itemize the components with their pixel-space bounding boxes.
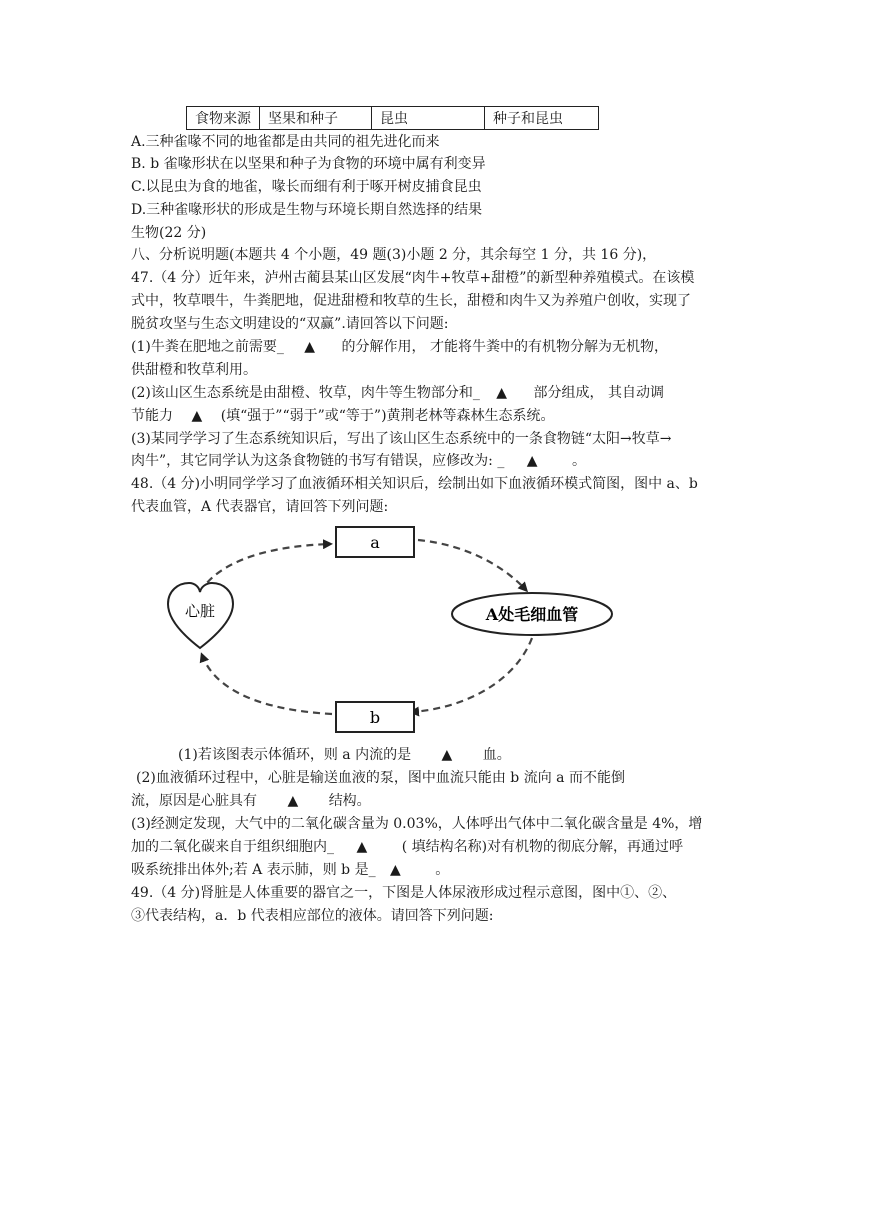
q48-part1-text-b: 血。 (482, 747, 511, 763)
q47-part2-text-c: 节能力 (131, 408, 173, 424)
answer-blank-mark: ▲ (287, 793, 299, 809)
table-cell: 昆虫 (372, 107, 485, 130)
q48-part3-text-e: 。 (435, 862, 450, 878)
vessel-b-label: b (369, 708, 381, 727)
q48-stem-2: 代表血管，A 代表器官，请回答下列问题: (131, 499, 389, 515)
blood-circulation-diagram (160, 520, 630, 742)
q47-part1-text-a: (1)牛粪在肥地之前需要_ (131, 339, 284, 355)
food-source-table (186, 106, 599, 130)
q47-part1 (131, 338, 668, 356)
q48-part3-end (131, 861, 449, 879)
q48-part2-cont (131, 792, 371, 810)
q47-part2-text-b: 部分组成， 其自动调 (533, 385, 664, 401)
table-row (187, 107, 599, 130)
q47-part2-cont (131, 407, 555, 425)
q47-part2-text-a: (2)该山区生态系统是由甜橙、牧草，肉牛等生物部分和_ (131, 385, 480, 401)
flow-arrow-capillary-to-b (412, 638, 532, 712)
q48-part3-text-b: 加的二氧化碳来自于组织细胞内_ (131, 839, 334, 855)
q47-part3-text-c: 。 (572, 453, 587, 469)
section-heading: 八、分析说明题(本题共 4 个小题，49 题(3)小题 2 分，其余每空 1 分，共 16 分)， (131, 247, 657, 263)
q47-part1-text-b: 的分解作用， 才能将牛粪中的有机物分解为无机物， (341, 339, 668, 355)
answer-blank-mark: ▲ (191, 408, 203, 424)
q48-part2-text-c: 结构。 (328, 793, 371, 809)
q48-part3-cont (131, 838, 683, 856)
heart-label: 心脏 (184, 602, 216, 620)
answer-blank-mark: ▲ (526, 453, 538, 469)
q47-part3-cont (131, 452, 586, 470)
section-subject: 生物(22 分) (131, 225, 207, 241)
option-b: B. b 雀喙形状在以坚果和种子为食物的环境中属有利变异 (131, 156, 486, 172)
q48-part3-text-d: 吸系统排出体外;若 A 表示肺，则 b 是_ (131, 862, 376, 878)
flow-arrow-b-to-heart (202, 655, 332, 714)
q47-part2 (131, 384, 664, 402)
answer-blank-mark: ▲ (441, 747, 453, 763)
q48-stem-1: 48.（4 分)小明同学学习了血液循环相关知识后，绘制出如下血液循环模式简图，图中 a、b (131, 476, 698, 492)
q49-stem-2: ③代表结构，a．b 代表相应部位的液体。请回答下列问题: (131, 908, 494, 924)
q47-part3: (3)某同学学习了生态系统知识后，写出了该山区生态系统中的一条食物链“太阳→牧草→ (131, 431, 672, 447)
option-c: C.以昆虫为食的地雀，喙长而细有利于啄开树皮捕食昆虫 (131, 179, 482, 195)
q48-part3-text-c: ( 填结构名称)对有机物的彻底分解，再通过呼 (401, 839, 684, 855)
table-cell: 种子和昆虫 (485, 107, 599, 130)
q47-stem-2: 式中，牧草喂牛，牛粪肥地，促进甜橙和牧草的生长，甜橙和肉牛又为养殖户创收，实现了 (131, 293, 691, 309)
q47-part1-cont: 供甜橙和牧草利用。 (131, 362, 257, 378)
q48-part3: (3)经测定发现，大气中的二氧化碳含量为 0.03%，人体呼出气体中二氧化碳含量是 4%，增 (131, 816, 703, 832)
answer-blank-mark: ▲ (496, 385, 508, 401)
q47-stem-1: 47.（4 分）近年来，泸州古蔺县某山区发展“肉牛+牧草+甜橙”的新型种养殖模式。在该模 (131, 270, 695, 286)
q48-part2: (2)血液循环过程中，心脏是输送血液的泵，图中血流只能由 b 流向 a 而不能倒 (136, 770, 625, 786)
table-row-header: 食物来源 (187, 107, 260, 130)
table-cell: 坚果和种子 (260, 107, 372, 130)
q47-part3-text-b: 肉牛”，其它同学认为这条食物链的书写有错误，应修改为: _ (131, 453, 505, 469)
q48-part1 (178, 746, 511, 764)
flow-arrow-a-to-capillary (418, 540, 526, 590)
answer-blank-mark: ▲ (304, 339, 316, 355)
q47-stem-3: 脱贫攻坚与生态文明建设的“双赢”.请回答以下问题: (131, 316, 449, 332)
q48-part2-text-b: 流，原因是心脏具有 (131, 793, 257, 809)
answer-blank-mark: ▲ (390, 862, 401, 878)
q47-part2-text-d: (填“强于”“弱于”或“等于”)黄荆老林等森林生态系统。 (220, 408, 555, 424)
option-d: D.三种雀喙形状的形成是生物与环境长期自然选择的结果 (131, 202, 483, 218)
q48-part1-text-a: (1)若该图表示体循环，则 a 内流的是 (178, 747, 412, 763)
capillary-label: A处毛细血管 (485, 605, 579, 624)
q49-stem-1: 49.（4 分)肾脏是人体重要的器官之一，下图是人体尿液形成过程示意图，图中①、②、 (131, 885, 677, 901)
answer-blank-mark: ▲ (356, 839, 368, 855)
vessel-a-label: a (370, 533, 380, 552)
option-a: A.三种雀喙不同的地雀都是由共同的祖先进化而来 (131, 134, 440, 150)
